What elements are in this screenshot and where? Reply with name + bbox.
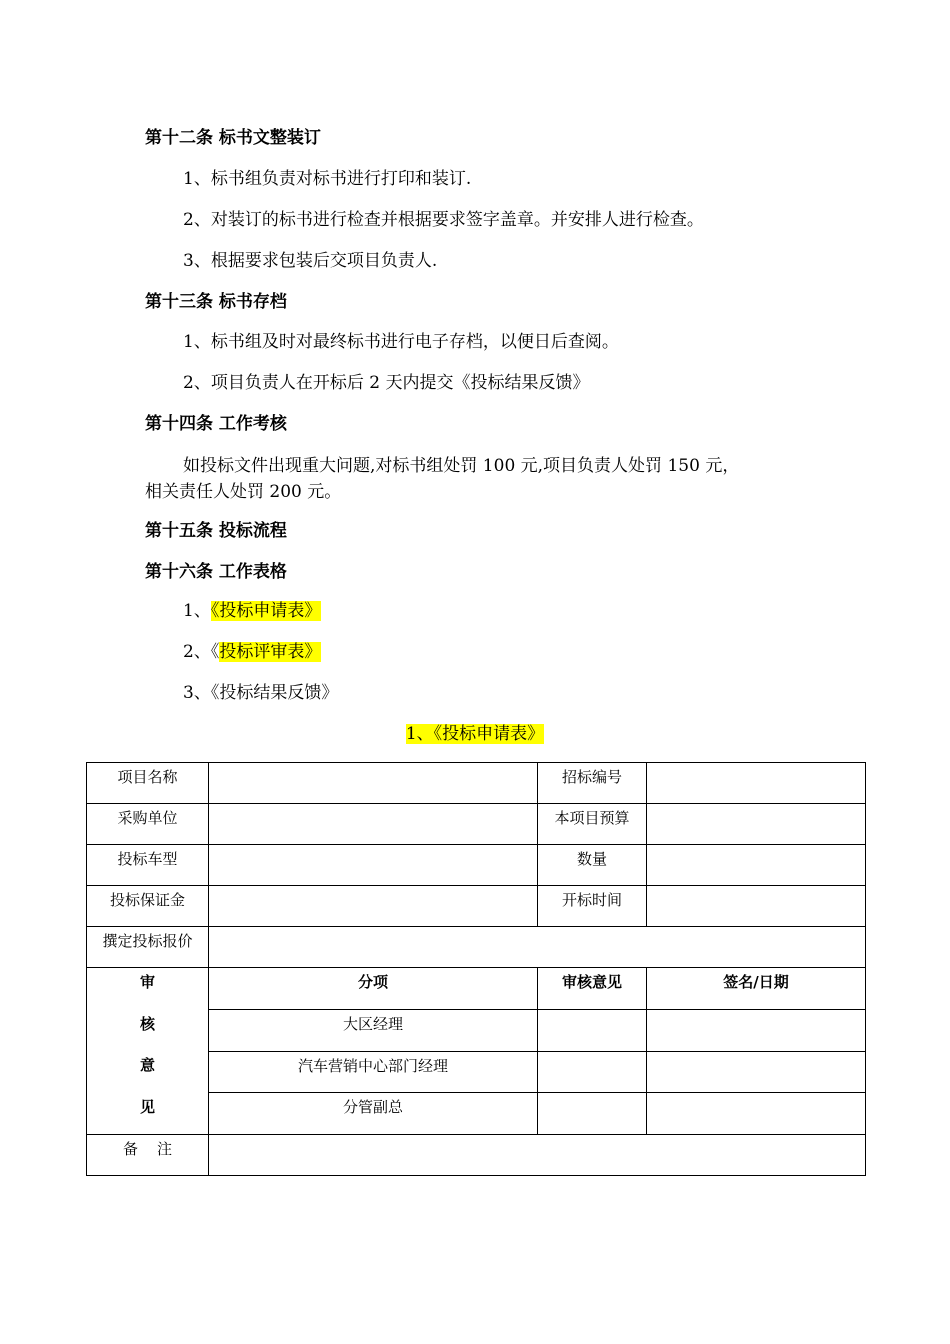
purchaser-label: 采购单位 [117, 809, 178, 827]
highlighted-link-text: 《投标申请表》 [210, 601, 322, 621]
col-item-header: 分项 [357, 973, 388, 991]
item-prefix: 3、 [183, 683, 211, 703]
table-row [87, 968, 866, 1010]
quote-label: 撰定投标报价 [102, 932, 193, 950]
deposit-field[interactable] [209, 886, 538, 927]
open-time-field[interactable] [647, 886, 866, 927]
section-15-heading: 第十五条 投标流程 [145, 521, 287, 541]
item-prefix: 1、 [183, 601, 211, 621]
review-label-char: 核 [139, 1014, 155, 1033]
label-cell [87, 1135, 209, 1176]
review-label-char: 意 [139, 1056, 155, 1074]
label-cell [87, 927, 209, 968]
section-16-item-3 [183, 682, 338, 704]
form-title [0, 723, 950, 745]
review-label-char: 审 [139, 973, 155, 991]
section-13-item-2: 2、项目负责人在开标后 2 天内提交《投标结果反馈》 [183, 373, 590, 393]
review-item-cell [209, 1051, 538, 1093]
review-item-cell [209, 1093, 538, 1135]
review-label-char: 见 [139, 1097, 155, 1116]
section-12-item-3: 3、根据要求包装后交项目负责人. [183, 251, 438, 271]
sign-field[interactable] [647, 1051, 866, 1093]
label-cell [87, 804, 209, 845]
header-cell [647, 968, 866, 1010]
header-cell [538, 968, 647, 1010]
label-cell [87, 845, 209, 886]
label-cell [538, 886, 647, 927]
budget-label: 本项目预算 [554, 809, 630, 827]
bid-application-form [86, 762, 866, 1176]
label-cell [538, 763, 647, 804]
bid-number-field[interactable] [647, 763, 866, 804]
section-14-paragraph-line-1: 如投标文件出现重大问题,对标书组处罚 100 元,项目负责人处罚 150 元， [183, 456, 740, 476]
opinion-field[interactable] [538, 1051, 647, 1093]
sign-field[interactable] [647, 1009, 866, 1051]
remark-field[interactable] [209, 1135, 866, 1176]
deposit-label: 投标保证金 [109, 891, 185, 909]
label-cell [538, 804, 647, 845]
bid-number-label: 招标编号 [561, 768, 622, 786]
section-13-heading: 第十三条 标书存档 [145, 292, 287, 312]
table-row [87, 886, 866, 927]
section-13-item-1: 1、标书组及时对最终标书进行电子存档，以便日后查阅。 [183, 332, 619, 352]
remark-label: 备 注 [122, 1140, 173, 1158]
section-14-paragraph-line-2: 相关责任人处罚 200 元。 [145, 482, 342, 502]
item-prefix: 2、《 [183, 642, 220, 662]
col-sign-header: 签名/日期 [723, 973, 789, 991]
table-row [87, 845, 866, 886]
header-cell [209, 968, 538, 1010]
quote-field[interactable] [209, 927, 866, 968]
section-16-item-1 [183, 600, 321, 622]
section-16-item-2 [183, 641, 321, 663]
project-name-field[interactable] [209, 763, 538, 804]
item-text: 《投标结果反馈》 [210, 683, 339, 703]
sign-field[interactable] [647, 1093, 866, 1135]
section-16-heading: 第十六条 工作表格 [145, 562, 287, 582]
quantity-field[interactable] [647, 845, 866, 886]
review-item-dept-manager: 汽车营销中心部门经理 [297, 1056, 448, 1075]
section-12-item-1: 1、标书组负责对标书进行打印和装订. [183, 169, 472, 189]
col-opinion-header: 审核意见 [561, 973, 622, 991]
table-row [87, 804, 866, 845]
review-item-regional-manager: 大区经理 [342, 1014, 403, 1033]
table-row [87, 1135, 866, 1176]
table-row [87, 763, 866, 804]
review-item-vp: 分管副总 [342, 1098, 403, 1117]
section-12-heading: 第十二条 标书文整装订 [145, 128, 321, 148]
quantity-label: 数量 [576, 850, 607, 868]
table-row [87, 927, 866, 968]
label-cell [87, 886, 209, 927]
vehicle-model-field[interactable] [209, 845, 538, 886]
label-cell [538, 845, 647, 886]
review-label-cell [87, 968, 209, 1135]
section-14-heading: 第十四条 工作考核 [145, 414, 287, 434]
label-cell [87, 763, 209, 804]
section-12-item-2: 2、对装订的标书进行检查并根据要求签字盖章。并安排人进行检查。 [183, 210, 704, 230]
open-time-label: 开标时间 [561, 891, 622, 909]
purchaser-field[interactable] [209, 804, 538, 845]
opinion-field[interactable] [538, 1093, 647, 1135]
form-title-text: 1、《投标申请表》 [405, 724, 545, 744]
section-14-paragraph [145, 453, 815, 505]
highlighted-link-text: 投标评审表》 [219, 642, 322, 662]
budget-field[interactable] [647, 804, 866, 845]
opinion-field[interactable] [538, 1009, 647, 1051]
vehicle-model-label: 投标车型 [117, 850, 178, 868]
project-name-label: 项目名称 [117, 768, 178, 786]
review-item-cell [209, 1009, 538, 1051]
